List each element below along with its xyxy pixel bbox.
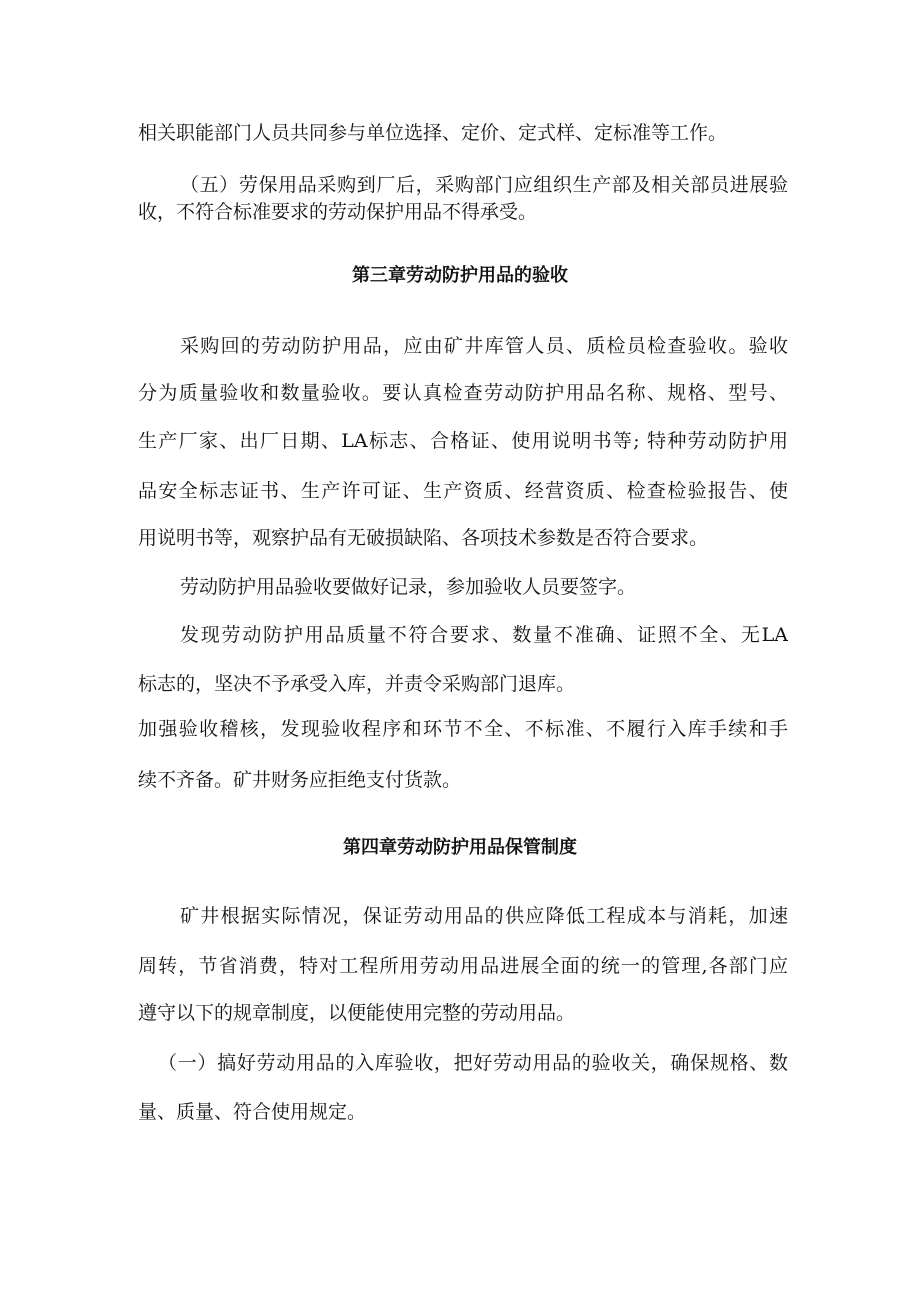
- paragraph-line: 劳动防护用品验收要做好记录，参加验收人员要签字。: [180, 576, 637, 598]
- paragraph-line: 采购回的劳动防护用品，应由矿井库管人员、质检员检查验收。验收: [180, 335, 788, 357]
- paragraph-line: （一）搞好劳动用品的入库验收，把好劳动用品的验收关，确保规格、数: [158, 1052, 788, 1074]
- chapter-heading: 第三章劳动防护用品的验收: [352, 265, 568, 286]
- paragraph-line: （五）劳保用品采购到厂后，采购部门应组织生产部及相关部员进展验: [180, 174, 788, 196]
- paragraph-line: 用说明书等，观察护品有无破损缺陷、各项技术参数是否符合要求。: [138, 527, 709, 549]
- paragraph-line: 品安全标志证书、生产许可证、生产资质、经营资质、检查检验报告、使: [138, 480, 788, 502]
- paragraph-line: 分为质量验收和数量验收。要认真检查劳动防护用品名称、规格、型号、: [138, 382, 788, 404]
- paragraph-line: 标志的，坚决不予承受入库，并责令采购部门退库。: [138, 673, 576, 695]
- paragraph-line: 量、质量、符合使用规定。: [138, 1101, 367, 1123]
- paragraph-line: 周转，节省消费，特对工程所用劳动用品进展全面的统一的管理,各部门应: [138, 955, 788, 977]
- paragraph-line: 收，不符合标准要求的劳动保护用品不得承受。: [138, 201, 538, 223]
- paragraph-line: 生产厂家、出厂日期、LA标志、合格证、使用说明书等; 特种劳动防护用: [138, 430, 788, 452]
- paragraph-line: 矿井根据实际情况，保证劳动用品的供应降低工程成本与消耗，加速: [180, 905, 788, 927]
- paragraph-line: 续不齐备。矿井财务应拒绝支付货款。: [138, 769, 462, 791]
- paragraph-line: 发现劳动防护用品质量不符合要求、数量不准确、证照不全、无LA: [180, 624, 788, 646]
- paragraph-line: 相关职能部门人员共同参与单位选择、定价、定式样、定标准等工作。: [138, 122, 728, 144]
- paragraph-line: 加强验收稽核，发现验收程序和环节不全、不标准、不履行入库手续和手: [138, 718, 788, 740]
- paragraph-line: 遵守以下的规章制度，以便能使用完整的劳动用品。: [138, 1002, 576, 1024]
- chapter-heading: 第四章劳动防护用品保管制度: [343, 837, 577, 858]
